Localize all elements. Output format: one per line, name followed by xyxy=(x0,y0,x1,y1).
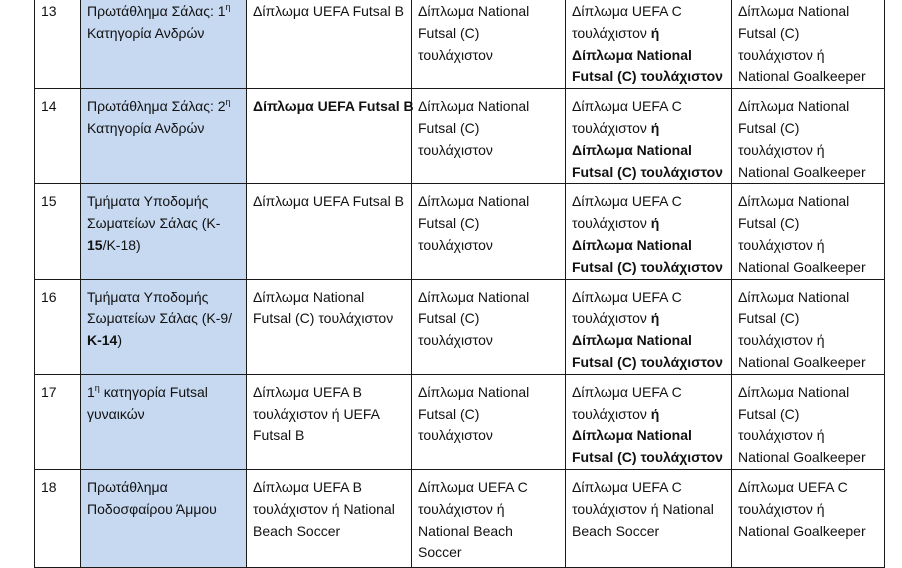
row-number: 16 xyxy=(35,279,81,374)
goalkeeper-cell: Δίπλωμα UEFA C τουλάχιστον ή National Goalkeeper xyxy=(732,469,885,567)
table-row xyxy=(35,279,885,374)
table-row xyxy=(35,184,885,279)
coach-c-cell: Δίπλωμα UEFA C τουλάχιστον ή Δίπλωμα National Futsal (C) τουλάχιστον xyxy=(566,0,732,89)
category-cell: Τμήματα Υποδομής Σωματείων Σάλας (Κ-9/ Κ-14) xyxy=(81,279,247,374)
coach-b-cell: Δίπλωμα National Futsal (C) τουλάχιστον xyxy=(412,89,566,184)
table-row xyxy=(35,0,885,89)
coach-requirements-table xyxy=(34,0,885,568)
row-number: 13 xyxy=(35,0,81,89)
goalkeeper-cell: Δίπλωμα National Futsal (C) τουλάχιστον ή National Goalkeeper xyxy=(732,279,885,374)
coach-a-cell: Δίπλωμα UEFA Futsal B xyxy=(247,184,412,279)
table-row xyxy=(35,469,885,567)
goalkeeper-cell: Δίπλωμα National Futsal (C) τουλάχιστον ή National Goalkeeper xyxy=(732,374,885,469)
category-cell: Τμήματα Υποδομής Σωματείων Σάλας (Κ- 15/Κ-18) xyxy=(81,184,247,279)
coach-b-cell: Δίπλωμα National Futsal (C) τουλάχιστον xyxy=(412,374,566,469)
row-number: 17 xyxy=(35,374,81,469)
coach-b-cell: Δίπλωμα National Futsal (C) τουλάχιστον xyxy=(412,0,566,89)
coach-b-cell: Δίπλωμα UEFA C τουλάχιστον ή National Beach Soccer xyxy=(412,469,566,567)
coach-b-cell: Δίπλωμα National Futsal (C) τουλάχιστον xyxy=(412,279,566,374)
coach-a-cell: Δίπλωμα UEFA B τουλάχιστον ή National Beach Soccer xyxy=(247,469,412,567)
table-row xyxy=(35,89,885,184)
coach-c-cell: Δίπλωμα UEFA C τουλάχιστον ή Δίπλωμα National Futsal (C) τουλάχιστον xyxy=(566,374,732,469)
row-number: 14 xyxy=(35,89,81,184)
coach-a-cell: Δίπλωμα UEFA B τουλάχιστον ή UEFA Futsal B xyxy=(247,374,412,469)
coach-a-cell: Δίπλωμα UEFA Futsal B xyxy=(247,0,412,89)
coach-a-cell: Δίπλωμα UEFA Futsal B xyxy=(247,89,412,184)
row-number: 18 xyxy=(35,469,81,567)
category-cell: Πρωτάθλημα Σάλας: $1^\eta$ Κατηγορία Ανδρών xyxy=(81,0,247,89)
coach-b-cell: Δίπλωμα National Futsal (C) τουλάχιστον xyxy=(412,184,566,279)
row-number: 15 xyxy=(35,184,81,279)
coach-c-cell: Δίπλωμα UEFA C τουλάχιστον ή Δίπλωμα National Futsal (C) τουλάχιστον xyxy=(566,184,732,279)
category-cell: Πρωτάθλημα Ποδοσφαίρου Άμμου xyxy=(81,469,247,567)
coach-a-cell: Δίπλωμα National Futsal (C) τουλάχιστον xyxy=(247,279,412,374)
coach-c-cell: Δίπλωμα UEFA C τουλάχιστον ή National Beach Soccer xyxy=(566,469,732,567)
coach-c-cell: Δίπλωμα UEFA C τουλάχιστον ή Δίπλωμα National Futsal (C) τουλάχιστον xyxy=(566,279,732,374)
category-cell: Πρωτάθλημα Σάλας: $2^\eta$ Κατηγορία Ανδρών xyxy=(81,89,247,184)
category-cell: $1^\eta$ κατηγορία Futsal γυναικών xyxy=(81,374,247,469)
table-row xyxy=(35,374,885,469)
goalkeeper-cell: Δίπλωμα National Futsal (C) τουλάχιστον ή National Goalkeeper xyxy=(732,89,885,184)
goalkeeper-cell: Δίπλωμα National Futsal (C) τουλάχιστον ή National Goalkeeper xyxy=(732,0,885,89)
coach-c-cell: Δίπλωμα UEFA C τουλάχιστον ή Δίπλωμα National Futsal (C) τουλάχιστον xyxy=(566,89,732,184)
goalkeeper-cell: Δίπλωμα National Futsal (C) τουλάχιστον ή National Goalkeeper xyxy=(732,184,885,279)
